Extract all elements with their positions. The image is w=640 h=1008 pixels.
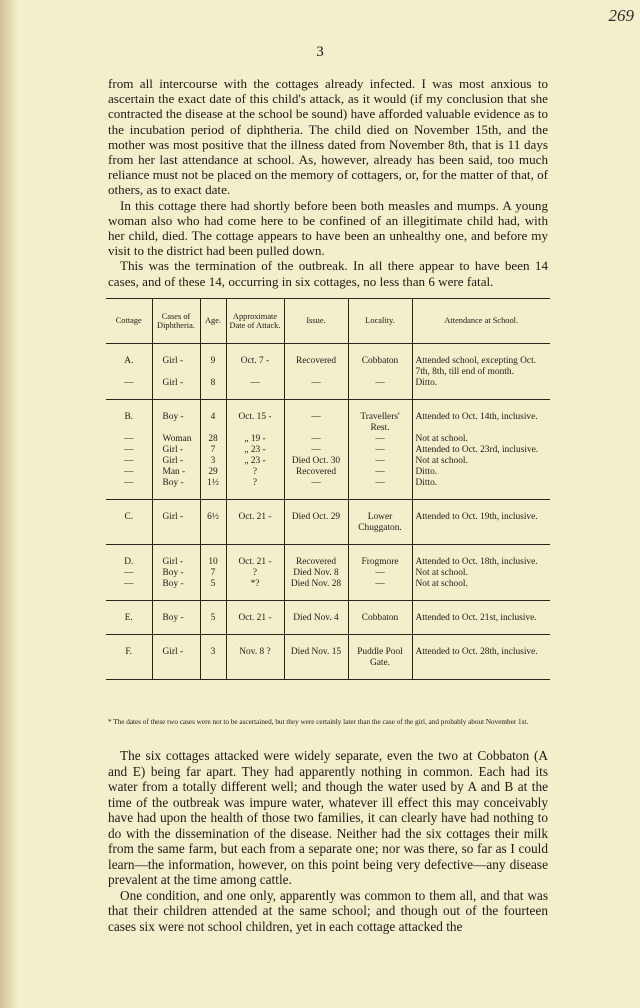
cell-cottage: D. (124, 557, 134, 567)
cell-date: „ 23 - (226, 456, 284, 467)
cell-attendance: Ditto. (412, 478, 550, 500)
table-header-row (106, 299, 550, 344)
paragraph: The six cottages attacked were widely separate, even the two at Cobbaton (A and E) being far apart. They had apparently nothing in common. Each had its water from a totally different well; and though the water used by A and B at the time of the outbreak was impure water, whatever ill effect this may conceivably have had upon the health of those two families, it can clearly have had nothing to do with the dissemination of the disease. Neither had the six cottages their milk from the same farm, but each from a separate one; nor was there, so far as I could learn—the information, however, on this point being very defective—any disease prevalent at the time among cattle. (108, 748, 548, 887)
column-header: Issue. (284, 299, 348, 344)
table-row (106, 601, 550, 635)
cell-attendance: Attended to Oct. 19th, inclusive. (412, 500, 550, 545)
column-header: Cottage (106, 299, 152, 344)
cell-issue: Recovered (284, 344, 348, 379)
cell-case: Girl - (152, 344, 200, 379)
cell-attendance: Not at school. (412, 579, 550, 601)
table-row (106, 478, 550, 500)
cell-locality: — (348, 434, 412, 445)
cell-date: Nov. 8 ? (226, 635, 284, 680)
table-row (106, 400, 550, 435)
cell-attendance: Attended to Oct. 18th, inclusive. (412, 545, 550, 569)
corner-page-number: 269 (608, 6, 634, 25)
cell-locality: — (348, 568, 412, 579)
table-row (106, 467, 550, 478)
cell-cottage: — (124, 456, 134, 466)
cell-cottage: C. (106, 500, 152, 545)
cell-date: ? (226, 568, 284, 579)
cell-case: Boy - (152, 478, 200, 500)
cell-date: *? (226, 579, 284, 601)
bottom-text-block (108, 748, 548, 934)
cell-date: „ 23 - (226, 445, 284, 456)
cell-date: Oct. 7 - (226, 344, 284, 379)
cell-attendance: Not at school. (412, 456, 550, 467)
cell-date: Oct. 15 - (226, 400, 284, 435)
cell-issue: — (284, 400, 348, 435)
cell-case: Girl - (152, 378, 200, 400)
cell-case: Woman (152, 434, 200, 445)
cell-cottage: — (124, 434, 134, 444)
cell-cottage: — (124, 568, 134, 578)
cell-issue: — (284, 434, 348, 445)
cell-age: 7 (200, 568, 226, 579)
cell-issue: Died Nov. 8 (284, 568, 348, 579)
cell-age: 3 (200, 456, 226, 467)
table-row (106, 568, 550, 579)
cell-cottage: — (124, 467, 134, 477)
cell-issue: — (284, 378, 348, 400)
page-number: 3 (316, 44, 324, 60)
cell-cottage: — (106, 478, 152, 500)
cell-age: 5 (200, 601, 226, 635)
cell-cottage: A. (124, 356, 134, 366)
cell-locality: — (348, 467, 412, 478)
cell-cottage: F. (106, 635, 152, 680)
cell-issue: Died Nov. 28 (284, 579, 348, 601)
cell-attendance: Attended school, excepting Oct. 7th, 8th, till end of month. (412, 344, 550, 379)
diphtheria-cases-table (106, 298, 550, 680)
cell-date: ? (226, 478, 284, 500)
cell-date: Oct. 21 - (226, 500, 284, 545)
cell-age: 8 (200, 378, 226, 400)
cell-case: Boy - (152, 400, 200, 435)
cell-attendance: Attended to Oct. 28th, inclusive. (412, 635, 550, 680)
cell-locality: — (348, 378, 412, 400)
cell-locality: — (348, 579, 412, 601)
cell-issue: Died Oct. 29 (284, 500, 348, 545)
cell-attendance: Attended to Oct. 14th, inclusive. (412, 400, 550, 435)
cell-locality: Cobbaton (348, 601, 412, 635)
cell-case: Girl - (152, 456, 200, 467)
page-binding-edge (0, 0, 18, 1008)
cell-locality: Frogmore (348, 545, 412, 569)
cell-attendance: Ditto. (412, 378, 550, 400)
cell-age: 3 (200, 635, 226, 680)
table-row (106, 344, 550, 379)
cell-case: Boy - (152, 568, 200, 579)
cell-age: 4 (200, 400, 226, 435)
cell-locality: Travellers' Rest. (348, 400, 412, 435)
cell-date: ? (226, 467, 284, 478)
cell-attendance: Attended to Oct. 21st, inclusive. (412, 601, 550, 635)
cell-age: 1½ (200, 478, 226, 500)
paragraph: from all intercourse with the cottages already infected. I was most anxious to ascertain the exact date of this child's attack, as it would (if my conclusion that she contracted the disease at the school be sound) have afforded valuable evidence as to the incubation period of diphtheria. The child died on November 15th, and the mother was most positive that the illness dated from November 8th, that is 11 days from her last attendance at school. As, however, already has been said, too much reliance must not be placed on the memory of cottagers, or, for the matter of that, of others, as to exact date. (108, 76, 548, 198)
cell-age: 28 (200, 434, 226, 445)
cell-issue: Recovered (284, 467, 348, 478)
cell-case: Boy - (152, 579, 200, 601)
cell-attendance: Not at school. (412, 434, 550, 445)
column-header: Locality. (348, 299, 412, 344)
table-row (106, 545, 550, 569)
cell-date: Oct. 21 - (226, 545, 284, 569)
cell-issue: Died Nov. 4 (284, 601, 348, 635)
cell-cottage: E. (106, 601, 152, 635)
table-row (106, 445, 550, 456)
table-row (106, 378, 550, 400)
cell-age: 5 (200, 579, 226, 601)
cell-date: „ 19 - (226, 434, 284, 445)
cell-issue: — (284, 478, 348, 500)
cell-date: Oct. 21 - (226, 601, 284, 635)
cell-cottage: — (106, 378, 152, 400)
cell-locality: Cobbaton (348, 344, 412, 379)
cell-issue: Died Nov. 15 (284, 635, 348, 680)
cell-attendance: Attended to Oct. 23rd, inclusive. (412, 445, 550, 456)
cell-locality: — (348, 456, 412, 467)
cell-attendance: Ditto. (412, 467, 550, 478)
cell-locality: Lower Chuggaton. (348, 500, 412, 545)
cell-case: Boy - (152, 601, 200, 635)
cell-age: 9 (200, 344, 226, 379)
cell-issue: Died Oct. 30 (284, 456, 348, 467)
paragraph: One condition, and one only, apparently was common to them all, and that was that their children attended at the same school; and though out of the fourteen cases six were not school children, yet in each cottage attacked the (108, 887, 548, 934)
cell-age: 29 (200, 467, 226, 478)
column-header: Cases of Diphtheria. (152, 299, 200, 344)
cell-age: 10 (200, 545, 226, 569)
cell-issue: — (284, 445, 348, 456)
column-header: Attendance at School. (412, 299, 550, 344)
cell-case: Girl - (152, 635, 200, 680)
top-text-block (108, 76, 548, 289)
cell-locality: — (348, 478, 412, 500)
table-row (106, 456, 550, 467)
table-row (106, 434, 550, 445)
cell-date: — (226, 378, 284, 400)
table-row (106, 579, 550, 601)
cell-cottage: B. (124, 412, 134, 422)
cell-case: Girl - (152, 500, 200, 545)
cell-issue: Recovered (284, 545, 348, 569)
paragraph: In this cottage there had shortly before been both measles and mumps. A young woman also who had come here to be confined of an illegitimate child had, with her child, died. The cottage appears to have been an unhealthy one, and before my visit to the district had been pulled down. (108, 197, 548, 259)
table-footnote: * The dates of these two cases were not to be ascertained, but they were certainly later than the case of the girl, and probably about November 1st. (108, 718, 529, 726)
table-row (106, 635, 550, 680)
cell-attendance: Not at school. (412, 568, 550, 579)
cell-cottage: — (106, 579, 152, 601)
cell-case: Girl - (152, 545, 200, 569)
paragraph: This was the termination of the outbreak. In all there appear to have been 14 cases, and of these 14, occurring in six cottages, no less than 6 were fatal. (108, 258, 548, 289)
cell-age: 6½ (200, 500, 226, 545)
column-header: Age. (200, 299, 226, 344)
cell-cottage: — (124, 445, 134, 455)
column-header: Approximate Date of Attack. (226, 299, 284, 344)
table-row (106, 500, 550, 545)
cell-case: Man - (152, 467, 200, 478)
cell-age: 7 (200, 445, 226, 456)
cell-locality: — (348, 445, 412, 456)
cell-locality: Puddle Pool Gate. (348, 635, 412, 680)
cell-case: Girl - (152, 445, 200, 456)
